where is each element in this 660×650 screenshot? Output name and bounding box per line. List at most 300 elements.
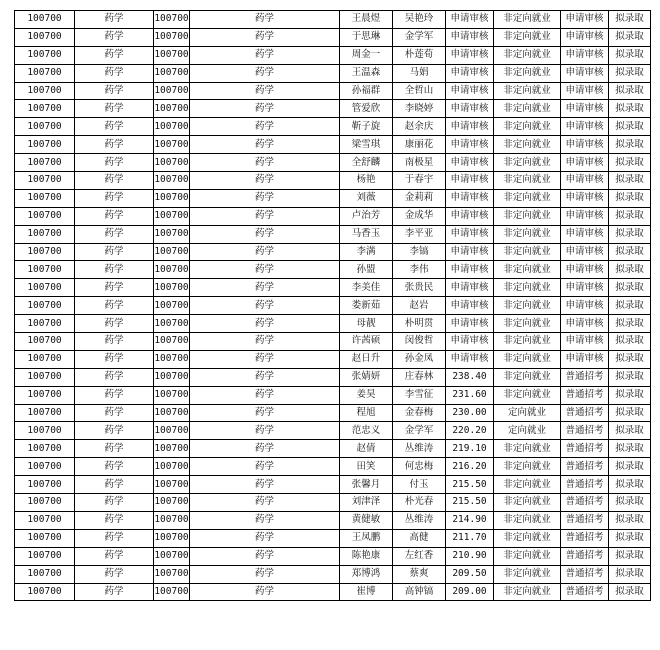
student-name-cell: 李美佳 <box>340 279 393 297</box>
major-code-cell: 100700 <box>15 154 75 172</box>
table-row <box>15 189 651 207</box>
admission-method-cell: 普通招考 <box>561 565 609 583</box>
student-name-cell: 范忠义 <box>340 422 393 440</box>
admission-method-cell: 申请审核 <box>561 189 609 207</box>
result-cell: 拟录取 <box>609 440 651 458</box>
admission-method-cell: 普通招考 <box>561 368 609 386</box>
advisor-name-cell: 李平亚 <box>393 225 446 243</box>
score-cell: 209.00 <box>446 583 494 601</box>
major-code-cell: 100700 <box>15 333 75 351</box>
direction-name-cell: 药学 <box>190 511 340 529</box>
table-row <box>15 118 651 136</box>
table-row <box>15 547 651 565</box>
direction-name-cell: 药学 <box>190 458 340 476</box>
major-code-cell: 100700 <box>15 46 75 64</box>
score-cell: 申请审核 <box>446 315 494 333</box>
major-name-cell: 药学 <box>75 368 154 386</box>
direction-code-cell: 100700 <box>154 28 190 46</box>
table-row <box>15 494 651 512</box>
major-name-cell: 药学 <box>75 46 154 64</box>
student-name-cell: 娄新茹 <box>340 297 393 315</box>
admission-method-cell: 普通招考 <box>561 404 609 422</box>
major-name-cell: 药学 <box>75 189 154 207</box>
admission-method-cell: 申请审核 <box>561 136 609 154</box>
student-name-cell: 孙盟 <box>340 261 393 279</box>
admission-method-cell: 申请审核 <box>561 333 609 351</box>
student-name-cell: 刘薇 <box>340 189 393 207</box>
advisor-name-cell: 李晓婷 <box>393 100 446 118</box>
major-name-cell: 药学 <box>75 386 154 404</box>
direction-name-cell: 药学 <box>190 476 340 494</box>
student-name-cell: 王温森 <box>340 64 393 82</box>
table-row <box>15 297 651 315</box>
student-name-cell: 周金一 <box>340 46 393 64</box>
table-row <box>15 279 651 297</box>
direction-name-cell: 药学 <box>190 225 340 243</box>
score-cell: 申请审核 <box>446 100 494 118</box>
score-cell: 申请审核 <box>446 225 494 243</box>
major-code-cell: 100700 <box>15 458 75 476</box>
direction-code-cell: 100700 <box>154 511 190 529</box>
table-row <box>15 529 651 547</box>
direction-code-cell: 100700 <box>154 154 190 172</box>
employment-type-cell: 非定向就业 <box>494 476 561 494</box>
major-name-cell: 药学 <box>75 547 154 565</box>
major-name-cell: 药学 <box>75 136 154 154</box>
major-name-cell: 药学 <box>75 82 154 100</box>
advisor-name-cell: 丛维涛 <box>393 511 446 529</box>
employment-type-cell: 非定向就业 <box>494 368 561 386</box>
admission-method-cell: 申请审核 <box>561 315 609 333</box>
admission-method-cell: 普通招考 <box>561 476 609 494</box>
direction-name-cell: 药学 <box>190 118 340 136</box>
major-code-cell: 100700 <box>15 136 75 154</box>
major-name-cell: 药学 <box>75 279 154 297</box>
admission-method-cell: 普通招考 <box>561 511 609 529</box>
result-cell: 拟录取 <box>609 458 651 476</box>
student-name-cell: 张馨月 <box>340 476 393 494</box>
score-cell: 216.20 <box>446 458 494 476</box>
major-code-cell: 100700 <box>15 297 75 315</box>
admission-method-cell: 申请审核 <box>561 46 609 64</box>
advisor-name-cell: 康丽花 <box>393 136 446 154</box>
score-cell: 申请审核 <box>446 11 494 29</box>
major-code-cell: 100700 <box>15 28 75 46</box>
direction-name-cell: 药学 <box>190 136 340 154</box>
admission-method-cell: 申请审核 <box>561 243 609 261</box>
table-row <box>15 261 651 279</box>
table-row <box>15 243 651 261</box>
table-row <box>15 154 651 172</box>
admission-method-cell: 申请审核 <box>561 225 609 243</box>
advisor-name-cell: 于春宇 <box>393 172 446 190</box>
admission-method-cell: 申请审核 <box>561 261 609 279</box>
direction-name-cell: 药学 <box>190 189 340 207</box>
major-name-cell: 药学 <box>75 440 154 458</box>
major-name-cell: 药学 <box>75 458 154 476</box>
result-cell: 拟录取 <box>609 386 651 404</box>
employment-type-cell: 非定向就业 <box>494 136 561 154</box>
table-row <box>15 404 651 422</box>
major-name-cell: 药学 <box>75 118 154 136</box>
direction-code-cell: 100700 <box>154 565 190 583</box>
employment-type-cell: 非定向就业 <box>494 583 561 601</box>
admission-method-cell: 申请审核 <box>561 11 609 29</box>
major-code-cell: 100700 <box>15 207 75 225</box>
direction-code-cell: 100700 <box>154 261 190 279</box>
admission-method-cell: 普通招考 <box>561 529 609 547</box>
admission-table <box>14 10 651 601</box>
direction-code-cell: 100700 <box>154 458 190 476</box>
major-name-cell: 药学 <box>75 297 154 315</box>
result-cell: 拟录取 <box>609 279 651 297</box>
result-cell: 拟录取 <box>609 511 651 529</box>
direction-name-cell: 药学 <box>190 243 340 261</box>
table-row <box>15 82 651 100</box>
table-row <box>15 368 651 386</box>
advisor-name-cell: 高健 <box>393 529 446 547</box>
direction-name-cell: 药学 <box>190 82 340 100</box>
direction-code-cell: 100700 <box>154 350 190 368</box>
table-row <box>15 565 651 583</box>
student-name-cell: 许茜硕 <box>340 333 393 351</box>
advisor-name-cell: 何忠梅 <box>393 458 446 476</box>
result-cell: 拟录取 <box>609 225 651 243</box>
score-cell: 231.60 <box>446 386 494 404</box>
direction-name-cell: 药学 <box>190 154 340 172</box>
employment-type-cell: 非定向就业 <box>494 511 561 529</box>
admission-method-cell: 普通招考 <box>561 458 609 476</box>
direction-name-cell: 药学 <box>190 404 340 422</box>
student-name-cell: 黄健敏 <box>340 511 393 529</box>
major-code-cell: 100700 <box>15 368 75 386</box>
major-name-cell: 药学 <box>75 28 154 46</box>
advisor-name-cell: 朴光春 <box>393 494 446 512</box>
major-name-cell: 药学 <box>75 100 154 118</box>
advisor-name-cell: 金春梅 <box>393 404 446 422</box>
score-cell: 申请审核 <box>446 189 494 207</box>
result-cell: 拟录取 <box>609 404 651 422</box>
major-name-cell: 药学 <box>75 261 154 279</box>
result-cell: 拟录取 <box>609 207 651 225</box>
direction-name-cell: 药学 <box>190 64 340 82</box>
direction-code-cell: 100700 <box>154 404 190 422</box>
direction-code-cell: 100700 <box>154 529 190 547</box>
major-code-cell: 100700 <box>15 82 75 100</box>
direction-name-cell: 药学 <box>190 279 340 297</box>
direction-code-cell: 100700 <box>154 189 190 207</box>
admission-method-cell: 申请审核 <box>561 118 609 136</box>
table-row <box>15 422 651 440</box>
result-cell: 拟录取 <box>609 529 651 547</box>
result-cell: 拟录取 <box>609 333 651 351</box>
student-name-cell: 陈艳康 <box>340 547 393 565</box>
admission-method-cell: 申请审核 <box>561 154 609 172</box>
advisor-name-cell: 高钟镐 <box>393 583 446 601</box>
employment-type-cell: 定向就业 <box>494 404 561 422</box>
major-code-cell: 100700 <box>15 64 75 82</box>
major-name-cell: 药学 <box>75 583 154 601</box>
admission-method-cell: 申请审核 <box>561 279 609 297</box>
major-code-cell: 100700 <box>15 279 75 297</box>
score-cell: 215.50 <box>446 476 494 494</box>
result-cell: 拟录取 <box>609 189 651 207</box>
student-name-cell: 赵倩 <box>340 440 393 458</box>
student-name-cell: 卢治芳 <box>340 207 393 225</box>
employment-type-cell: 非定向就业 <box>494 529 561 547</box>
score-cell: 230.00 <box>446 404 494 422</box>
student-name-cell: 杨艳 <box>340 172 393 190</box>
direction-name-cell: 药学 <box>190 440 340 458</box>
admission-method-cell: 普通招考 <box>561 547 609 565</box>
employment-type-cell: 非定向就业 <box>494 118 561 136</box>
table-row <box>15 350 651 368</box>
table-row <box>15 207 651 225</box>
admission-method-cell: 申请审核 <box>561 28 609 46</box>
student-name-cell: 孙福群 <box>340 82 393 100</box>
direction-name-cell: 药学 <box>190 565 340 583</box>
major-name-cell: 药学 <box>75 529 154 547</box>
score-cell: 申请审核 <box>446 28 494 46</box>
major-code-cell: 100700 <box>15 583 75 601</box>
major-name-cell: 药学 <box>75 333 154 351</box>
result-cell: 拟录取 <box>609 100 651 118</box>
employment-type-cell: 非定向就业 <box>494 386 561 404</box>
direction-code-cell: 100700 <box>154 315 190 333</box>
advisor-name-cell: 丛维涛 <box>393 440 446 458</box>
advisor-name-cell: 赵余庆 <box>393 118 446 136</box>
employment-type-cell: 非定向就业 <box>494 243 561 261</box>
major-name-cell: 药学 <box>75 11 154 29</box>
score-cell: 申请审核 <box>446 118 494 136</box>
advisor-name-cell: 张贵民 <box>393 279 446 297</box>
admission-method-cell: 普通招考 <box>561 440 609 458</box>
score-cell: 申请审核 <box>446 207 494 225</box>
employment-type-cell: 非定向就业 <box>494 225 561 243</box>
score-cell: 238.40 <box>446 368 494 386</box>
major-name-cell: 药学 <box>75 565 154 583</box>
advisor-name-cell: 南极星 <box>393 154 446 172</box>
result-cell: 拟录取 <box>609 172 651 190</box>
score-cell: 210.90 <box>446 547 494 565</box>
direction-code-cell: 100700 <box>154 440 190 458</box>
result-cell: 拟录取 <box>609 11 651 29</box>
major-name-cell: 药学 <box>75 404 154 422</box>
direction-code-cell: 100700 <box>154 368 190 386</box>
major-code-cell: 100700 <box>15 350 75 368</box>
score-cell: 申请审核 <box>446 333 494 351</box>
major-name-cell: 药学 <box>75 476 154 494</box>
table-row <box>15 583 651 601</box>
admission-method-cell: 申请审核 <box>561 82 609 100</box>
major-name-cell: 药学 <box>75 350 154 368</box>
table-row <box>15 46 651 64</box>
direction-code-cell: 100700 <box>154 494 190 512</box>
advisor-name-cell: 左红香 <box>393 547 446 565</box>
major-name-cell: 药学 <box>75 172 154 190</box>
score-cell: 214.90 <box>446 511 494 529</box>
student-name-cell: 梁雪琪 <box>340 136 393 154</box>
result-cell: 拟录取 <box>609 118 651 136</box>
admission-method-cell: 申请审核 <box>561 172 609 190</box>
result-cell: 拟录取 <box>609 64 651 82</box>
result-cell: 拟录取 <box>609 46 651 64</box>
major-name-cell: 药学 <box>75 494 154 512</box>
major-code-cell: 100700 <box>15 404 75 422</box>
direction-code-cell: 100700 <box>154 386 190 404</box>
admission-method-cell: 申请审核 <box>561 100 609 118</box>
score-cell: 申请审核 <box>446 350 494 368</box>
result-cell: 拟录取 <box>609 28 651 46</box>
advisor-name-cell: 金成华 <box>393 207 446 225</box>
result-cell: 拟录取 <box>609 565 651 583</box>
advisor-name-cell: 闵俊哲 <box>393 333 446 351</box>
score-cell: 申请审核 <box>446 279 494 297</box>
major-name-cell: 药学 <box>75 243 154 261</box>
employment-type-cell: 非定向就业 <box>494 189 561 207</box>
student-name-cell: 王晨煜 <box>340 11 393 29</box>
result-cell: 拟录取 <box>609 422 651 440</box>
employment-type-cell: 非定向就业 <box>494 440 561 458</box>
direction-name-cell: 药学 <box>190 46 340 64</box>
direction-name-cell: 药学 <box>190 368 340 386</box>
student-name-cell: 王凤鹏 <box>340 529 393 547</box>
employment-type-cell: 非定向就业 <box>494 154 561 172</box>
result-cell: 拟录取 <box>609 136 651 154</box>
score-cell: 申请审核 <box>446 136 494 154</box>
major-code-cell: 100700 <box>15 189 75 207</box>
direction-code-cell: 100700 <box>154 333 190 351</box>
major-code-cell: 100700 <box>15 386 75 404</box>
score-cell: 申请审核 <box>446 82 494 100</box>
result-cell: 拟录取 <box>609 583 651 601</box>
advisor-name-cell: 金学军 <box>393 28 446 46</box>
admission-method-cell: 普通招考 <box>561 583 609 601</box>
result-cell: 拟录取 <box>609 494 651 512</box>
direction-code-cell: 100700 <box>154 118 190 136</box>
result-cell: 拟录取 <box>609 368 651 386</box>
advisor-name-cell: 朴明贯 <box>393 315 446 333</box>
direction-code-cell: 100700 <box>154 207 190 225</box>
advisor-name-cell: 全哲山 <box>393 82 446 100</box>
advisor-name-cell: 付玉 <box>393 476 446 494</box>
result-cell: 拟录取 <box>609 243 651 261</box>
direction-name-cell: 药学 <box>190 529 340 547</box>
direction-code-cell: 100700 <box>154 64 190 82</box>
direction-name-cell: 药学 <box>190 386 340 404</box>
advisor-name-cell: 孙金凤 <box>393 350 446 368</box>
student-name-cell: 靳子旋 <box>340 118 393 136</box>
advisor-name-cell: 赵岩 <box>393 297 446 315</box>
result-cell: 拟录取 <box>609 297 651 315</box>
admission-method-cell: 普通招考 <box>561 494 609 512</box>
result-cell: 拟录取 <box>609 82 651 100</box>
direction-name-cell: 药学 <box>190 261 340 279</box>
direction-code-cell: 100700 <box>154 583 190 601</box>
direction-name-cell: 药学 <box>190 100 340 118</box>
direction-name-cell: 药学 <box>190 583 340 601</box>
admission-method-cell: 申请审核 <box>561 297 609 315</box>
table-row <box>15 172 651 190</box>
direction-name-cell: 药学 <box>190 333 340 351</box>
advisor-name-cell: 蔡爽 <box>393 565 446 583</box>
direction-code-cell: 100700 <box>154 46 190 64</box>
score-cell: 申请审核 <box>446 172 494 190</box>
employment-type-cell: 非定向就业 <box>494 333 561 351</box>
employment-type-cell: 非定向就业 <box>494 297 561 315</box>
employment-type-cell: 非定向就业 <box>494 279 561 297</box>
table-row <box>15 64 651 82</box>
admission-method-cell: 普通招考 <box>561 386 609 404</box>
table-row <box>15 100 651 118</box>
major-name-cell: 药学 <box>75 315 154 333</box>
employment-type-cell: 非定向就业 <box>494 46 561 64</box>
table-row <box>15 315 651 333</box>
student-name-cell: 母靓 <box>340 315 393 333</box>
advisor-name-cell: 金莉莉 <box>393 189 446 207</box>
score-cell: 215.50 <box>446 494 494 512</box>
employment-type-cell: 非定向就业 <box>494 172 561 190</box>
table-row <box>15 225 651 243</box>
direction-code-cell: 100700 <box>154 11 190 29</box>
advisor-name-cell: 庄春林 <box>393 368 446 386</box>
result-cell: 拟录取 <box>609 547 651 565</box>
direction-code-cell: 100700 <box>154 82 190 100</box>
major-code-cell: 100700 <box>15 529 75 547</box>
score-cell: 211.70 <box>446 529 494 547</box>
major-code-cell: 100700 <box>15 118 75 136</box>
major-code-cell: 100700 <box>15 100 75 118</box>
advisor-name-cell: 吴艳玲 <box>393 11 446 29</box>
score-cell: 申请审核 <box>446 64 494 82</box>
direction-code-cell: 100700 <box>154 100 190 118</box>
result-cell: 拟录取 <box>609 261 651 279</box>
major-code-cell: 100700 <box>15 11 75 29</box>
major-code-cell: 100700 <box>15 225 75 243</box>
score-cell: 申请审核 <box>446 261 494 279</box>
direction-name-cell: 药学 <box>190 350 340 368</box>
score-cell: 209.50 <box>446 565 494 583</box>
score-cell: 219.10 <box>446 440 494 458</box>
student-name-cell: 马香玉 <box>340 225 393 243</box>
employment-type-cell: 非定向就业 <box>494 565 561 583</box>
direction-name-cell: 药学 <box>190 297 340 315</box>
result-cell: 拟录取 <box>609 315 651 333</box>
student-name-cell: 李满 <box>340 243 393 261</box>
student-name-cell: 崔博 <box>340 583 393 601</box>
employment-type-cell: 非定向就业 <box>494 28 561 46</box>
direction-code-cell: 100700 <box>154 422 190 440</box>
result-cell: 拟录取 <box>609 154 651 172</box>
score-cell: 申请审核 <box>446 297 494 315</box>
score-cell: 申请审核 <box>446 154 494 172</box>
major-code-cell: 100700 <box>15 494 75 512</box>
table-row <box>15 11 651 29</box>
employment-type-cell: 非定向就业 <box>494 11 561 29</box>
direction-name-cell: 药学 <box>190 11 340 29</box>
direction-code-cell: 100700 <box>154 547 190 565</box>
major-name-cell: 药学 <box>75 511 154 529</box>
major-code-cell: 100700 <box>15 315 75 333</box>
table-row <box>15 476 651 494</box>
advisor-name-cell: 金学军 <box>393 422 446 440</box>
student-name-cell: 田笑 <box>340 458 393 476</box>
major-name-cell: 药学 <box>75 207 154 225</box>
direction-code-cell: 100700 <box>154 297 190 315</box>
direction-code-cell: 100700 <box>154 172 190 190</box>
table-row <box>15 511 651 529</box>
direction-name-cell: 药学 <box>190 207 340 225</box>
